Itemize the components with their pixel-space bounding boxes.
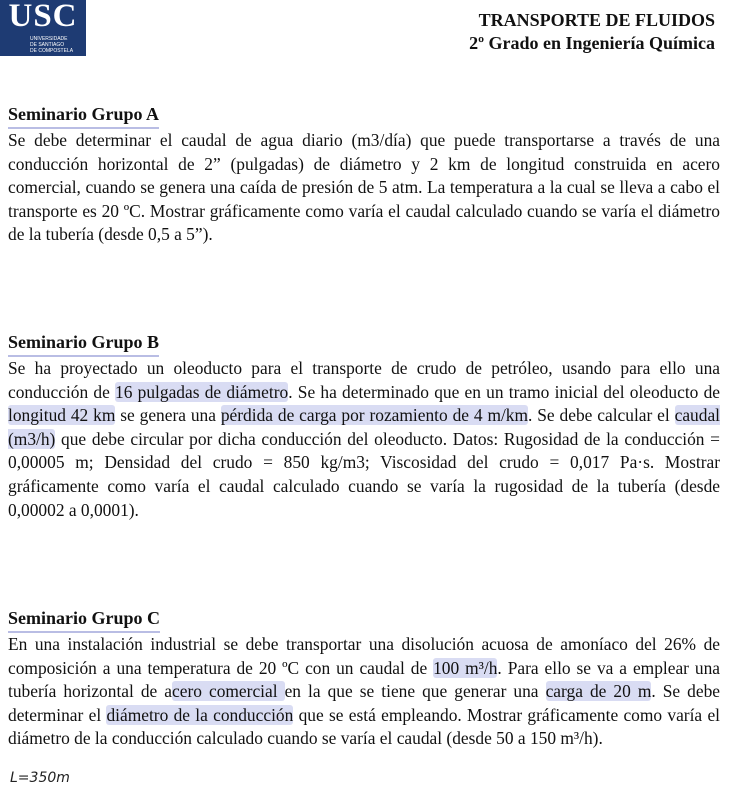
seminar-b-body: Se ha proyectado un oleoducto para el transporte de crudo de petróleo, usando para ello una conducción de 16 pulgadas de diámetro. Se ha determinado que en un tramo inicial del oleoducto de longitud 42 km se genera una pérdida de carga por rozamiento de 4 m/km. Se debe calcular el caudal (m3/h) que debe circular por dicha conducción del oleoducto. Datos: Rugosidad de la conducción = 0,00005 m; Densidad del crudo = 850 kg/m3; Viscosidad del crudo = 0,017 Pa·s. Mostrar gráficamente como varía el caudal calculado cuando se varía la rugosidad de la tubería (desde 0,00002 a 0,0001). [8, 358, 720, 520]
usc-logo [0, 0, 86, 56]
highlight-length: longitud 42 km [8, 405, 116, 426]
seminar-b-title: Seminario Grupo B [8, 329, 159, 357]
seminar-a-title: Seminario Grupo A [8, 101, 159, 129]
seminar-c [8, 605, 720, 751]
degree-title: 2º Grado en Ingeniería Química [469, 33, 715, 53]
logo-subtext: UNIVERSIDADE DE SANTIAGO DE COMPOSTELA [30, 36, 74, 54]
seminar-b [8, 329, 720, 522]
highlight-diameter-c: diámetro de la conducción [106, 704, 294, 725]
course-title: TRANSPORTE DE FLUIDOS [478, 10, 715, 30]
seminar-a [8, 101, 720, 247]
seminar-c-body: En una instalación industrial se debe transportar una disolución acuosa de amoníaco del 26% de composición a una temperatura de 20 ºC con un caudal de 100 m³/h. Para ello se va a emplear una tubería horizontal de acero comercial en la que se tiene que generar una carga de 20 m. Se debe determinar el diámetro de la conducción que se está empleando. Mostrar gráficamente como varía el diámetro de la conducción calculado cuando se varía el caudal (desde 50 a 150 m³/h). [8, 634, 721, 749]
highlight-head: carga de 20 m [545, 681, 652, 702]
handwritten-note: L=350m [10, 770, 70, 786]
highlight-material: cero comercial [172, 681, 285, 702]
highlight-head-loss: pérdida de carga por rozamiento de 4 m/km [220, 405, 529, 426]
highlight-flow: caudal (m3/h) [8, 405, 720, 449]
seminar-a-body: Se debe determinar el caudal de agua diario (m3/día) que puede transportarse a través de una conducción horizontal de 2” (pulgadas) de diámetro y 2 km de longitud construida en acero comercial, cuando se genera una caída de presión de 5 atm. La temperatura a la cual se lleva a cabo el transporte es 20 ºC. Mostrar gráficamente como varía el caudal calculado cuando se varía el diámetro de la tubería (desde 0,5 a 5”). [8, 130, 720, 245]
logo-text: USC [8, 0, 78, 34]
highlight-flow-rate: 100 m³/h [433, 657, 498, 678]
document-header [469, 9, 715, 55]
seminar-c-title: Seminario Grupo C [8, 605, 160, 633]
highlight-diameter: 16 pulgadas de diámetro [115, 381, 289, 402]
